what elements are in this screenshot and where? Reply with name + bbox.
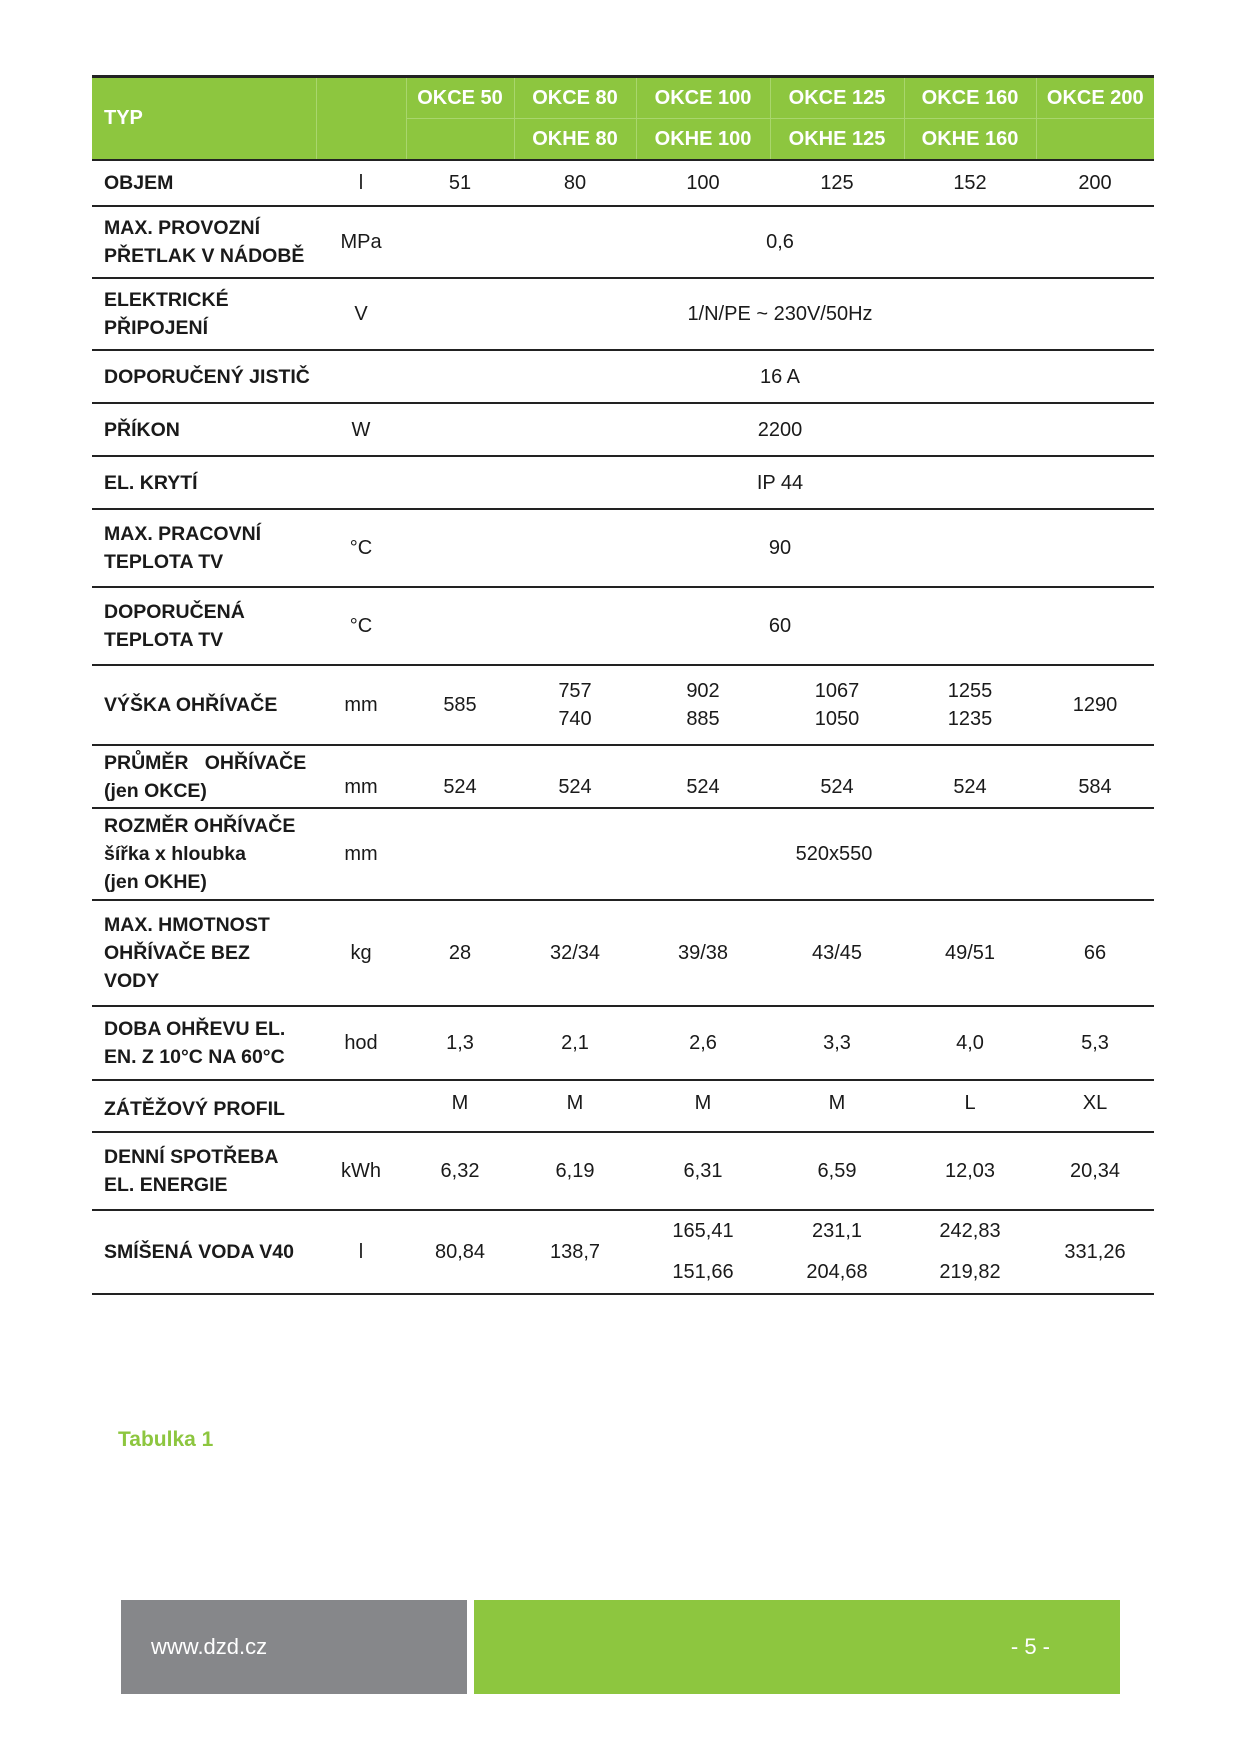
cell-value: 1,3 [406,1006,514,1080]
row-unit [316,350,406,403]
header-model: OKCE 160 [904,77,1036,119]
cell-value-merged: IP 44 [406,456,1154,509]
row-unit: °C [316,509,406,587]
header-model-alt: OKHE 125 [770,119,904,161]
row-unit: l [316,1210,406,1294]
table-row [92,350,1154,403]
row-label-line: DOBA OHŘEVU EL. [104,1018,286,1040]
row-label [92,745,316,808]
table-row [92,278,1154,350]
row-unit [316,456,406,509]
cell-value: 80,84 [406,1210,514,1294]
cell-value: 20,34 [1036,1132,1154,1210]
cell-value: L [904,1080,1036,1132]
row-unit [316,1080,406,1132]
cell-value: 125 [770,160,904,206]
cell-value: 1290 [1036,665,1154,745]
row-unit: °C [316,587,406,665]
cell-value: 331,26 [1036,1210,1154,1294]
row-label-line: MAX. PROVOZNÍ [104,217,261,239]
cell-value: 2,1 [514,1006,636,1080]
spec-table [92,75,1154,1295]
cell-value: 39/38 [636,900,770,1006]
cell-value [770,1210,904,1294]
row-label-line: OHŘÍVAČE BEZ [104,942,250,964]
cell-value: 6,59 [770,1132,904,1210]
cell-line: 1050 [814,708,860,730]
cell-value: 524 [514,745,636,808]
cell-value: M [406,1080,514,1132]
row-label-line: TEPLOTA TV [104,551,224,573]
cell-value-merged: 520x550 [406,808,1154,900]
header-model: OKCE 80 [514,77,636,119]
row-unit: kg [316,900,406,1006]
header-model-alt: OKHE 160 [904,119,1036,161]
row-unit: MPa [316,206,406,278]
cell-value-merged: 2200 [406,403,1154,456]
cell-value: 4,0 [904,1006,1036,1080]
cell-value-merged: 60 [406,587,1154,665]
cell-value: 3,3 [770,1006,904,1080]
table-row [92,808,1154,900]
cell-value [770,665,904,745]
cell-line: 219,82 [939,1261,1001,1283]
row-label: PŘÍKON [92,403,316,456]
row-unit: kWh [316,1132,406,1210]
row-label-line: DOPORUČENÁ [104,601,245,623]
table-row [92,509,1154,587]
cell-value: 524 [770,745,904,808]
table-row [92,587,1154,665]
header-model: OKCE 125 [770,77,904,119]
cell-value: 66 [1036,900,1154,1006]
cell-line: 1255 [947,680,993,702]
header-model-alt: OKHE 80 [514,119,636,161]
row-label-line: PRŮMĚR OHŘÍVAČE [104,751,307,774]
row-label [92,1132,316,1210]
table-row [92,665,1154,745]
header-model: OKCE 100 [636,77,770,119]
footer-website-block [121,1600,467,1694]
cell-value: 524 [904,745,1036,808]
cell-line: 1235 [947,708,993,730]
header-typ: TYP [92,77,316,161]
cell-value: 6,32 [406,1132,514,1210]
cell-value: M [514,1080,636,1132]
cell-value: 12,03 [904,1132,1036,1210]
row-unit: hod [316,1006,406,1080]
row-label: DOPORUČENÝ JISTIČ [92,350,316,403]
cell-value: 200 [1036,160,1154,206]
cell-value [904,665,1036,745]
row-label-line: šířka x hloubka [104,843,246,865]
row-label: ZÁTĚŽOVÝ PROFIL [92,1080,316,1132]
cell-line: 242,83 [939,1220,1001,1242]
cell-value: 32/34 [514,900,636,1006]
table-row [92,745,1154,808]
cell-line: 204,68 [806,1261,868,1283]
cell-line: 757 [558,680,592,702]
footer-page-block [474,1600,1120,1694]
cell-value: 51 [406,160,514,206]
cell-value: 524 [406,745,514,808]
table-row [92,160,1154,206]
cell-value: 138,7 [514,1210,636,1294]
table-row [92,1080,1154,1132]
row-label [92,808,316,900]
cell-value: 585 [406,665,514,745]
row-unit: W [316,403,406,456]
header-model: OKCE 200 [1036,77,1154,119]
cell-value: 49/51 [904,900,1036,1006]
cell-value: 80 [514,160,636,206]
cell-value-merged: 1/N/PE ~ 230V/50Hz [406,278,1154,350]
row-label-line: ELEKTRICKÉ [104,289,229,311]
table-header [92,77,1154,161]
row-label [92,1006,316,1080]
row-label-line: DENNÍ SPOTŘEBA [104,1146,279,1168]
row-label: SMÍŠENÁ VODA V40 [92,1210,316,1294]
row-label-line: VODY [104,970,160,992]
cell-value: M [636,1080,770,1132]
cell-line: 1067 [814,680,860,702]
cell-value: 2,6 [636,1006,770,1080]
cell-value: XL [1036,1080,1154,1132]
cell-value-merged: 16 A [406,350,1154,403]
cell-value: 43/45 [770,900,904,1006]
row-label-line: PŘETLAK V NÁDOBĚ [104,245,305,267]
header-unit-blank [316,77,406,161]
cell-value: 5,3 [1036,1006,1154,1080]
row-label: EL. KRYTÍ [92,456,316,509]
cell-value: 6,19 [514,1132,636,1210]
row-label-line: PŘIPOJENÍ [104,317,209,339]
table-row [92,403,1154,456]
cell-value: 28 [406,900,514,1006]
row-label-line: MAX. PRACOVNÍ [104,523,262,545]
table-row [92,1132,1154,1210]
cell-value: 6,31 [636,1132,770,1210]
row-label-line: EN. Z 10°C NA 60°C [104,1046,285,1068]
row-label [92,509,316,587]
row-unit: mm [316,808,406,900]
cell-value: M [770,1080,904,1132]
row-label-line: (jen OKCE) [104,779,207,802]
table-row [92,900,1154,1006]
row-label-line: MAX. HMOTNOST [104,914,270,936]
row-label-line: (jen OKHE) [104,871,207,893]
cell-value [904,1210,1036,1294]
footer-website: www.dzd.cz [151,1634,268,1659]
row-label [92,278,316,350]
table-row [92,1210,1154,1294]
row-unit: V [316,278,406,350]
cell-line: 740 [558,708,592,730]
cell-line: 151,66 [672,1261,734,1283]
row-label [92,587,316,665]
row-label: VÝŠKA OHŘÍVAČE [92,665,316,745]
row-label: OBJEM [92,160,316,206]
row-label-line: TEPLOTA TV [104,629,224,651]
header-model-alt [406,119,514,161]
cell-value [514,665,636,745]
table-row [92,206,1154,278]
cell-line: 165,41 [672,1220,734,1242]
cell-line: 902 [686,680,720,702]
table-row [92,456,1154,509]
cell-value: 152 [904,160,1036,206]
cell-value-merged: 90 [406,509,1154,587]
row-label-line: EL. ENERGIE [104,1174,228,1196]
header-model-alt [1036,119,1154,161]
table-caption: Tabulka 1 [118,1428,214,1451]
cell-value: 100 [636,160,770,206]
cell-value-merged: 0,6 [406,206,1154,278]
table-row [92,1006,1154,1080]
row-label-line: ROZMĚR OHŘÍVAČE [104,815,296,837]
page-number: - 5 - [1010,1634,1050,1659]
cell-value: 584 [1036,745,1154,808]
cell-value: 524 [636,745,770,808]
cell-line: 231,1 [811,1220,863,1242]
row-unit: mm [316,665,406,745]
cell-value [636,1210,770,1294]
header-model: OKCE 50 [406,77,514,119]
row-label [92,900,316,1006]
row-unit: mm [316,745,406,808]
header-model-alt: OKHE 100 [636,119,770,161]
row-label [92,206,316,278]
cell-line: 885 [686,708,720,730]
cell-value [636,665,770,745]
row-unit: l [316,160,406,206]
